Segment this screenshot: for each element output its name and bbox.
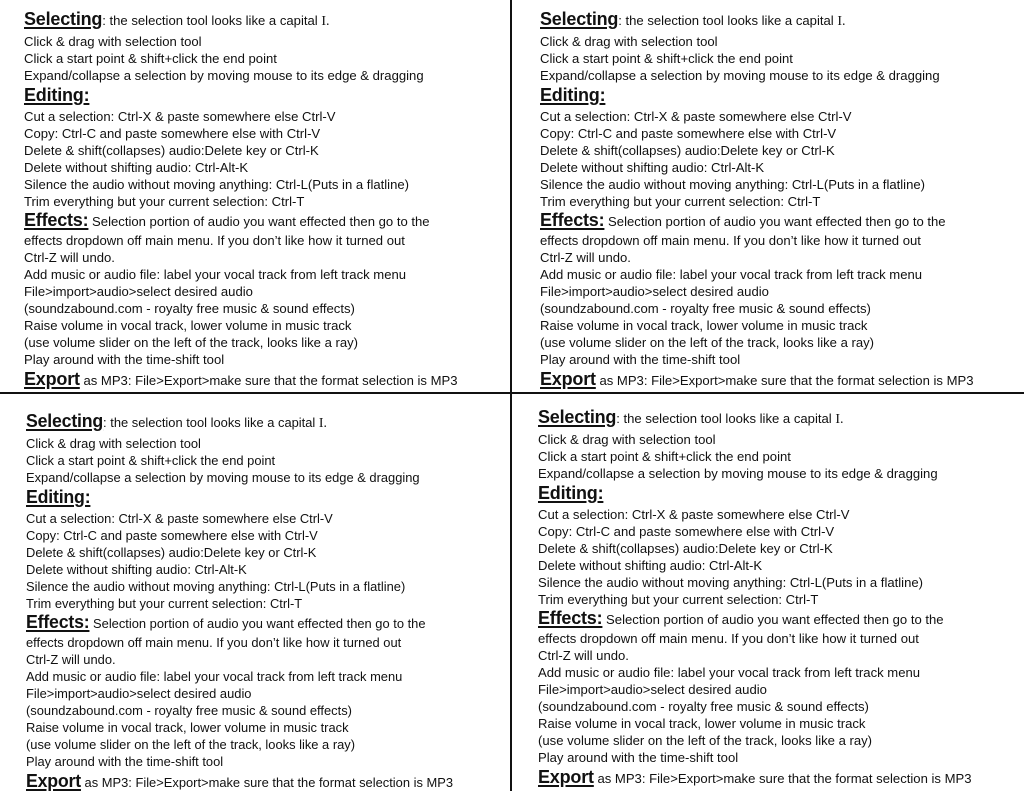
effects-line: effects dropdown off main menu. If you don’t like how it turned out	[24, 233, 405, 248]
effects-intro: Selection portion of audio you want effected then go to the	[89, 616, 426, 631]
effects-intro: Selection portion of audio you want effected then go to the	[604, 214, 946, 229]
export-heading: Export	[540, 369, 596, 389]
selecting-heading: Selecting	[26, 411, 104, 431]
effects-line: Ctrl-Z will undo.	[26, 652, 116, 667]
editing-line: Delete without shifting audio: Ctrl-Alt-K	[538, 558, 763, 573]
editing-line: Delete without shifting audio: Ctrl-Alt-K	[540, 160, 765, 175]
effects-line: Add music or audio file: label your vocal track from left track menu	[540, 267, 923, 282]
effects-heading: Effects:	[24, 210, 89, 230]
selecting-line: Expand/collapse a selection by moving mouse to its edge & dragging	[540, 68, 940, 83]
editing-line: Silence the audio without moving anything: Ctrl-L(Puts in a flatline)	[540, 177, 926, 192]
effects-line: Play around with the time-shift tool	[538, 750, 739, 765]
effects-line: Ctrl-Z will undo.	[540, 250, 631, 265]
selecting-heading: Selecting	[538, 407, 617, 427]
selecting-line: Click a start point & shift+click the end point	[26, 453, 276, 468]
editing-heading: Editing:	[24, 85, 90, 105]
selecting-line: Click a start point & shift+click the end point	[540, 51, 793, 66]
instruction-card-top-left	[24, 8, 514, 392]
editing-line: Delete without shifting audio: Ctrl-Alt-K	[24, 160, 249, 175]
instruction-card-bottom-right	[538, 406, 1024, 790]
editing-heading: Editing:	[540, 85, 606, 105]
effects-line: Raise volume in vocal track, lower volume in music track	[538, 716, 866, 731]
selecting-line: Expand/collapse a selection by moving mouse to its edge & dragging	[24, 68, 424, 83]
editing-line: Trim everything but your current selection: Ctrl-T	[26, 596, 303, 611]
editing-line: Delete & shift(collapses) audio:Delete key or Ctrl-K	[538, 541, 833, 556]
editing-line: Trim everything but your current selection: Ctrl-T	[538, 592, 819, 607]
effects-heading-line	[24, 210, 514, 232]
effects-line: (use volume slider on the left of the track, looks like a ray)	[24, 335, 359, 350]
editing-line: Cut a selection: Ctrl-X & paste somewhere else Ctrl-V	[540, 109, 852, 124]
effects-line: Play around with the time-shift tool	[24, 352, 225, 367]
effects-line: Add music or audio file: label your vocal track from left track menu	[24, 267, 407, 282]
selecting-intro: the selection tool looks like a capital	[621, 13, 838, 28]
export-heading: Export	[24, 369, 80, 389]
effects-line: (soundzabound.com - royalty free music & sound effects)	[26, 703, 352, 718]
editing-line: Silence the audio without moving anything: Ctrl-L(Puts in a flatline)	[26, 579, 406, 594]
effects-line: Raise volume in vocal track, lower volume in music track	[26, 720, 349, 735]
editing-heading-line	[540, 84, 1024, 108]
effects-line: (use volume slider on the left of the track, looks like a ray)	[26, 737, 356, 752]
editing-line: Delete & shift(collapses) audio:Delete key or Ctrl-K	[24, 143, 319, 158]
effects-line: File>import>audio>select desired audio	[538, 682, 767, 697]
selecting-colon: :	[616, 411, 620, 426]
editing-line: Silence the audio without moving anything: Ctrl-L(Puts in a flatline)	[538, 575, 924, 590]
effects-line: effects dropdown off main menu. If you don’t like how it turned out	[26, 635, 402, 650]
effects-line: Play around with the time-shift tool	[540, 352, 741, 367]
horizontal-cut-line	[0, 392, 1024, 394]
export-heading-line	[540, 368, 1024, 392]
effects-heading: Effects:	[540, 210, 605, 230]
editing-line: Cut a selection: Ctrl-X & paste somewhere else Ctrl-V	[538, 507, 850, 522]
selecting-heading-line	[540, 8, 1024, 33]
editing-line: Cut a selection: Ctrl-X & paste somewhere else Ctrl-V	[26, 511, 333, 526]
selecting-heading-line	[24, 8, 514, 33]
effects-line: Raise volume in vocal track, lower volume in music track	[24, 318, 352, 333]
export-rest: as MP3: File>Export>make sure that the format selection is MP3	[595, 373, 974, 388]
selecting-intro: the selection tool looks like a capital	[106, 415, 319, 430]
editing-line: Delete without shifting audio: Ctrl-Alt-K	[26, 562, 247, 577]
editing-line: Copy: Ctrl-C and paste somewhere else with Ctrl-V	[24, 126, 321, 141]
selecting-colon: :	[103, 415, 107, 430]
editing-line: Trim everything but your current selection: Ctrl-T	[540, 194, 821, 209]
editing-heading-line	[24, 84, 514, 108]
effects-intro: Selection portion of audio you want effected then go to the	[88, 214, 430, 229]
selecting-heading-line	[26, 410, 509, 435]
selecting-line: Click & drag with selection tool	[24, 34, 202, 49]
effects-line: Add music or audio file: label your vocal track from left track menu	[26, 669, 403, 684]
editing-line: Copy: Ctrl-C and paste somewhere else with Ctrl-V	[538, 524, 835, 539]
export-rest: as MP3: File>Export>make sure that the format selection is MP3	[593, 771, 972, 786]
selecting-line: Click a start point & shift+click the end point	[538, 449, 791, 464]
editing-heading: Editing:	[538, 483, 604, 503]
effects-line: Raise volume in vocal track, lower volume in music track	[540, 318, 868, 333]
effects-line: (soundzabound.com - royalty free music & sound effects)	[24, 301, 355, 316]
export-heading-line	[538, 766, 1024, 790]
editing-heading-line	[538, 482, 1024, 506]
effects-line: (soundzabound.com - royalty free music & sound effects)	[538, 699, 869, 714]
effects-heading-line	[540, 210, 1024, 232]
editing-line: Delete & shift(collapses) audio:Delete key or Ctrl-K	[540, 143, 835, 158]
selecting-line: Expand/collapse a selection by moving mouse to its edge & dragging	[26, 470, 420, 485]
effects-heading: Effects:	[26, 612, 90, 632]
selecting-heading: Selecting	[540, 9, 619, 29]
selecting-heading: Selecting	[24, 9, 103, 29]
effects-line: effects dropdown off main menu. If you don’t like how it turned out	[538, 631, 919, 646]
selecting-line: Click a start point & shift+click the end point	[24, 51, 277, 66]
selecting-line: Expand/collapse a selection by moving mouse to its edge & dragging	[538, 466, 938, 481]
selecting-line: Click & drag with selection tool	[538, 432, 716, 447]
editing-line: Copy: Ctrl-C and paste somewhere else with Ctrl-V	[26, 528, 318, 543]
editing-line: Delete & shift(collapses) audio:Delete key or Ctrl-K	[26, 545, 317, 560]
effects-line: Add music or audio file: label your vocal track from left track menu	[538, 665, 921, 680]
export-rest: as MP3: File>Export>make sure that the format selection is MP3	[79, 373, 458, 388]
effects-line: File>import>audio>select desired audio	[24, 284, 253, 299]
editing-heading-line	[26, 486, 509, 510]
selecting-line: Click & drag with selection tool	[26, 436, 201, 451]
effects-line: Ctrl-Z will undo.	[24, 250, 115, 265]
effects-heading-line	[26, 612, 509, 634]
effects-line: File>import>audio>select desired audio	[540, 284, 769, 299]
export-heading: Export	[538, 767, 594, 787]
selecting-heading-line	[538, 406, 1024, 431]
editing-line: Copy: Ctrl-C and paste somewhere else with Ctrl-V	[540, 126, 837, 141]
effects-heading: Effects:	[538, 608, 603, 628]
selecting-glyph: I.	[321, 14, 330, 29]
export-heading: Export	[26, 771, 81, 791]
selecting-glyph: I.	[837, 14, 846, 29]
editing-line: Cut a selection: Ctrl-X & paste somewhere else Ctrl-V	[24, 109, 336, 124]
effects-line: (use volume slider on the left of the track, looks like a ray)	[540, 335, 875, 350]
selecting-colon: :	[102, 13, 106, 28]
effects-line: (soundzabound.com - royalty free music & sound effects)	[540, 301, 871, 316]
selecting-intro: the selection tool looks like a capital	[105, 13, 322, 28]
instruction-card-bottom-left	[26, 410, 509, 794]
effects-line: Ctrl-Z will undo.	[538, 648, 629, 663]
effects-line: (use volume slider on the left of the track, looks like a ray)	[538, 733, 873, 748]
effects-line: File>import>audio>select desired audio	[26, 686, 252, 701]
editing-line: Trim everything but your current selection: Ctrl-T	[24, 194, 305, 209]
effects-intro: Selection portion of audio you want effected then go to the	[602, 612, 944, 627]
selecting-glyph: I.	[318, 416, 327, 431]
export-rest: as MP3: File>Export>make sure that the format selection is MP3	[80, 775, 454, 790]
effects-line: effects dropdown off main menu. If you don’t like how it turned out	[540, 233, 921, 248]
export-heading-line	[26, 770, 509, 794]
selecting-colon: :	[618, 13, 622, 28]
editing-line: Silence the audio without moving anything: Ctrl-L(Puts in a flatline)	[24, 177, 410, 192]
export-heading-line	[24, 368, 514, 392]
editing-heading: Editing:	[26, 487, 91, 507]
selecting-line: Click & drag with selection tool	[540, 34, 718, 49]
instruction-card-top-right	[540, 8, 1024, 392]
selecting-intro: the selection tool looks like a capital	[619, 411, 836, 426]
effects-heading-line	[538, 608, 1024, 630]
effects-line: Play around with the time-shift tool	[26, 754, 224, 769]
selecting-glyph: I.	[835, 412, 844, 427]
